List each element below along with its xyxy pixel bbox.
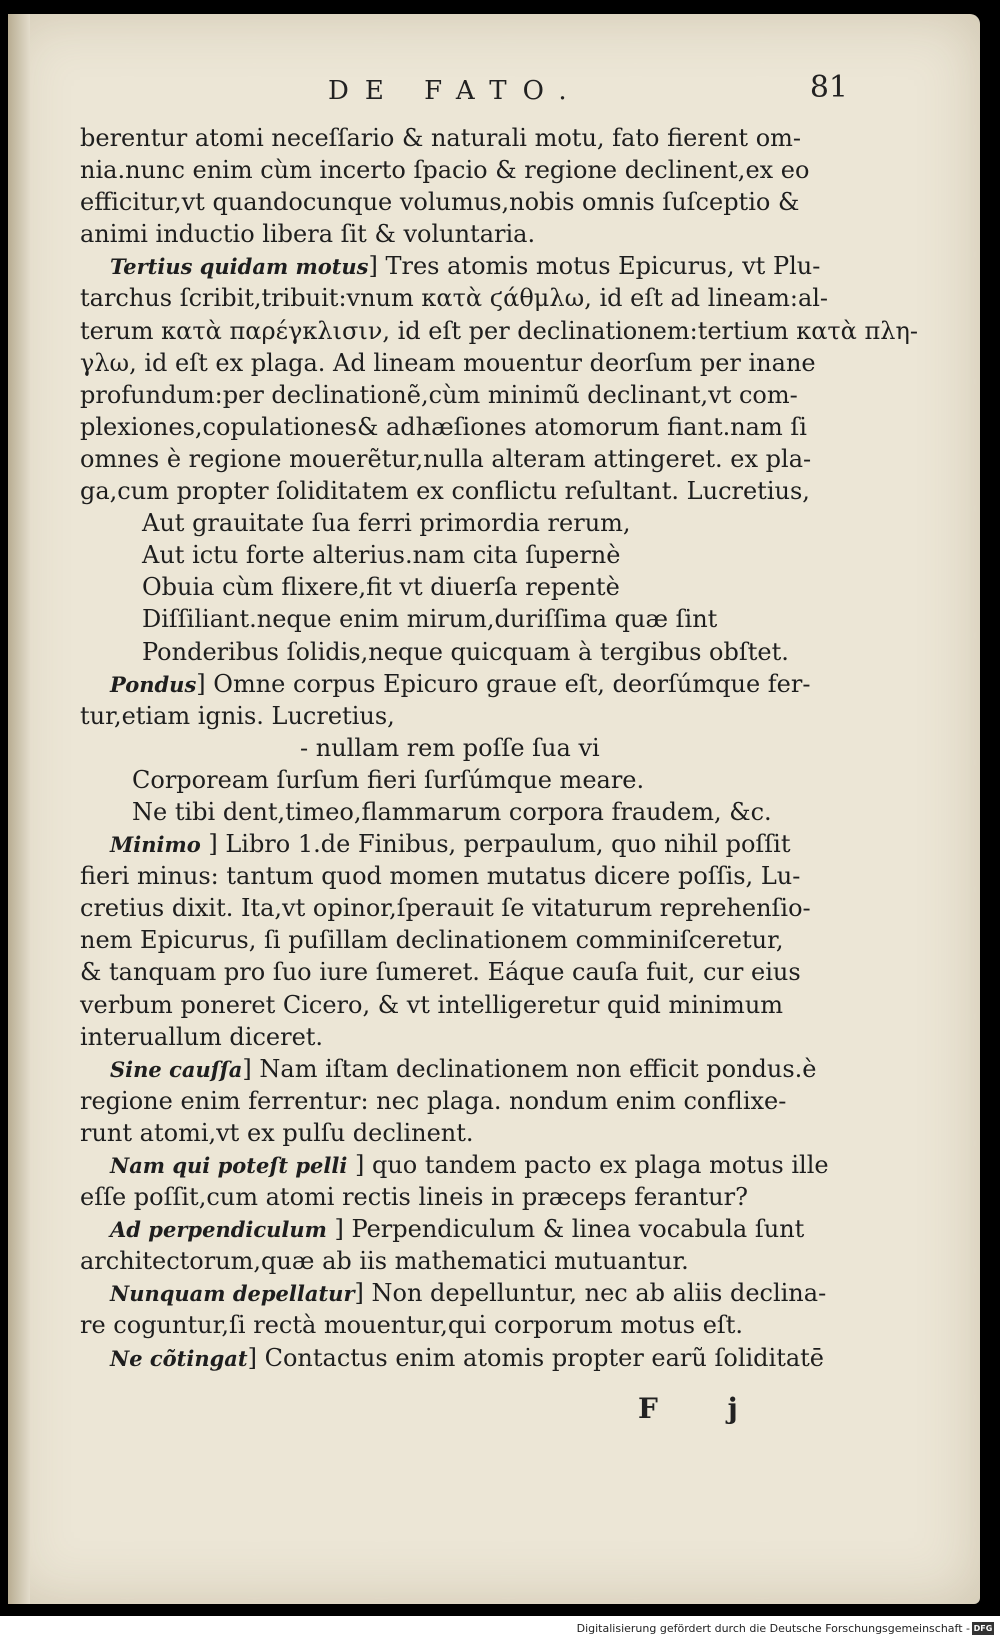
- text-line: [80, 1181, 820, 1213]
- text-line: [80, 989, 820, 1021]
- text-line: [80, 1117, 820, 1149]
- line-text: ga,cum propter ſoliditatem ex conflictu reſultant. Lucretius,: [80, 477, 810, 506]
- text-line: [80, 507, 820, 539]
- digitization-footer: [0, 1616, 1000, 1645]
- line-text: berentur atomi neceſſario & naturali motu, fato fierent om-: [80, 124, 802, 152]
- line-text: fieri minus: tantum quod momen mutatus dicere poſſis, Lu-: [80, 862, 801, 891]
- text-line: [80, 828, 820, 860]
- line-text: omnes è regione mouerẽtur,nulla alteram attingeret. ex pla-: [80, 444, 812, 473]
- text-line: [80, 892, 820, 924]
- line-text: eſſe poſſit,cum atomi rectis lineis in præceps ferantur?: [80, 1183, 748, 1212]
- line-text: Aut ictu forte alterius.nam cita ſupernè: [142, 541, 621, 570]
- line-text: ] Perpendiculum & linea vocabula ſunt: [326, 1215, 805, 1244]
- line-text: profundum:per declinationẽ,cùm minimũ declinant,vt com-: [80, 380, 798, 409]
- text-line: [80, 1213, 820, 1245]
- lemma: Nunquam depellatur: [110, 1281, 355, 1307]
- line-text: - nullam rem poſſe ſua vi: [300, 733, 600, 762]
- text-line: [80, 1021, 820, 1053]
- lemma: Ad perpendiculum: [110, 1217, 327, 1243]
- lemma: Tertius quidam motus: [110, 254, 369, 280]
- text-line: [80, 1053, 820, 1085]
- line-text: re coguntur,ſi rectà mouentur,qui corporum motus eſt.: [80, 1311, 744, 1340]
- line-text: efficitur,vt quandocunque volumus,nobis omnis ſuſceptio &: [80, 188, 800, 217]
- text-line: [80, 796, 820, 828]
- text-line: [80, 1149, 829, 1181]
- text-line: [80, 250, 820, 282]
- line-text: regione enim ferrentur: nec plaga. nondum enim conflixe-: [80, 1086, 787, 1115]
- line-text: ] Libro 1.de Finibus, perpaulum, quo nihil poſſit: [200, 830, 791, 859]
- line-text: γλω, id eſt ex plaga. Ad lineam mouentur deorſum per inane: [80, 348, 816, 377]
- text-line: [80, 1085, 820, 1117]
- text-line: [80, 700, 820, 732]
- text-line: [80, 732, 820, 764]
- line-text: Obuia cùm flixere,fit vt diuerſa repentè: [142, 573, 620, 602]
- lemma: Nam qui poteſt pelli: [110, 1153, 348, 1178]
- text-line: [80, 764, 820, 796]
- text-line: [80, 571, 820, 603]
- line-text: nia.nunc enim cùm incerto ſpacio & regione declinent,ex eo: [80, 156, 810, 185]
- text-line: [80, 443, 820, 475]
- line-text: runt atomi,vt ex pulſu declinent.: [80, 1118, 474, 1147]
- line-text: tur,etiam ignis. Lucretius,: [80, 701, 395, 730]
- text-line: [80, 122, 820, 154]
- text-line: [80, 315, 918, 347]
- text-line: [80, 924, 820, 956]
- line-text: ] Omne corpus Epicuro graue eſt, deorſúmque fer-: [196, 669, 811, 698]
- line-text: ] Non depelluntur, nec ab aliis declina-: [354, 1279, 827, 1308]
- page-text: [80, 122, 918, 1374]
- running-header: [328, 70, 848, 120]
- line-text: ] Tres atomis motus Epicurus, vt Plu-: [368, 252, 821, 281]
- text-line: [80, 347, 820, 379]
- text-line: [80, 668, 820, 700]
- text-line: [80, 603, 820, 635]
- book-page: [8, 14, 980, 1604]
- line-text: Ne tibi dent,timeo,flammarum corpora fraudem, &c.: [132, 797, 772, 826]
- text-line: [80, 1245, 820, 1277]
- line-text: architectorum,quæ ab iis mathematici mutuantur.: [80, 1247, 689, 1276]
- line-text: cretius dixit. Ita,vt opinor,ſperauit ſe vitaturum reprehenſio-: [80, 894, 811, 923]
- line-text: interuallum diceret.: [80, 1022, 324, 1051]
- page-number: 81: [809, 70, 848, 105]
- signature-mark: F j: [638, 1392, 768, 1425]
- lemma: Ne cõtingat: [110, 1345, 248, 1371]
- header-title: DE FATO.: [328, 76, 583, 106]
- page-gutter: [8, 14, 30, 1604]
- line-text: ] Nam iſtam declinationem non efficit pondus.è: [242, 1054, 817, 1083]
- line-text: Ponderibus ſolidis,neque quicquam à tergibus obſtet.: [142, 637, 789, 666]
- lemma: Pondus: [110, 671, 197, 697]
- text-line: [80, 1277, 827, 1309]
- line-text: & tanquam pro ſuo iure ſumeret. Eáque cauſa fuit, cur eius: [80, 958, 801, 987]
- text-line: [80, 1309, 820, 1341]
- line-text: animi inductio libera ſit & voluntaria.: [80, 220, 536, 249]
- line-text: tarchus ſcribit,tribuit:vnum κατὰ ϛάθμλω, id eſt ad lineam:al-: [80, 284, 829, 313]
- text-line: [80, 218, 820, 250]
- text-line: [80, 956, 820, 988]
- line-text: Aut grauitate ſua ferri primordia rerum,: [142, 509, 631, 538]
- lemma: Sine cauſſa: [110, 1056, 243, 1082]
- text-line: [80, 154, 820, 186]
- lemma: Minimo: [110, 832, 201, 858]
- text-line: [80, 636, 820, 668]
- text-line: [80, 539, 820, 571]
- line-text: verbum poneret Cicero, & vt intelligeretur quid minimum: [80, 990, 784, 1019]
- line-text: nem Epicurus, ſi puſillam declinationem comminiſceretur,: [80, 926, 784, 955]
- line-text: terum κατὰ παρέγκλισιν, id eſt per declinationem:tertium κατὰ πλη-: [80, 316, 918, 345]
- text-line: [80, 1342, 825, 1374]
- line-text: Diſſiliant.neque enim mirum,duriſſima quæ ſint: [142, 605, 718, 634]
- text-line: [80, 411, 820, 443]
- dfg-logo: DFG: [973, 1624, 993, 1633]
- text-line: [80, 282, 829, 314]
- text-line: [80, 186, 820, 218]
- line-text: plexiones,copulationes& adhæſiones atomorum fiant.nam ſi: [80, 412, 807, 441]
- line-text: ] quo tandem pacto ex plaga motus ille: [347, 1151, 829, 1179]
- line-text: ] Contactus enim atomis propter earũ ſoliditatē: [247, 1343, 825, 1372]
- line-text: Corpoream ſurſum fieri ſurſúmque meare.: [132, 765, 645, 794]
- text-line: [80, 379, 820, 411]
- text-line: [80, 860, 820, 892]
- funding-credit: Digitalisierung gefördert durch die Deutsche Forschungsgemeinschaft -: [576, 1622, 970, 1635]
- text-line: [80, 475, 820, 507]
